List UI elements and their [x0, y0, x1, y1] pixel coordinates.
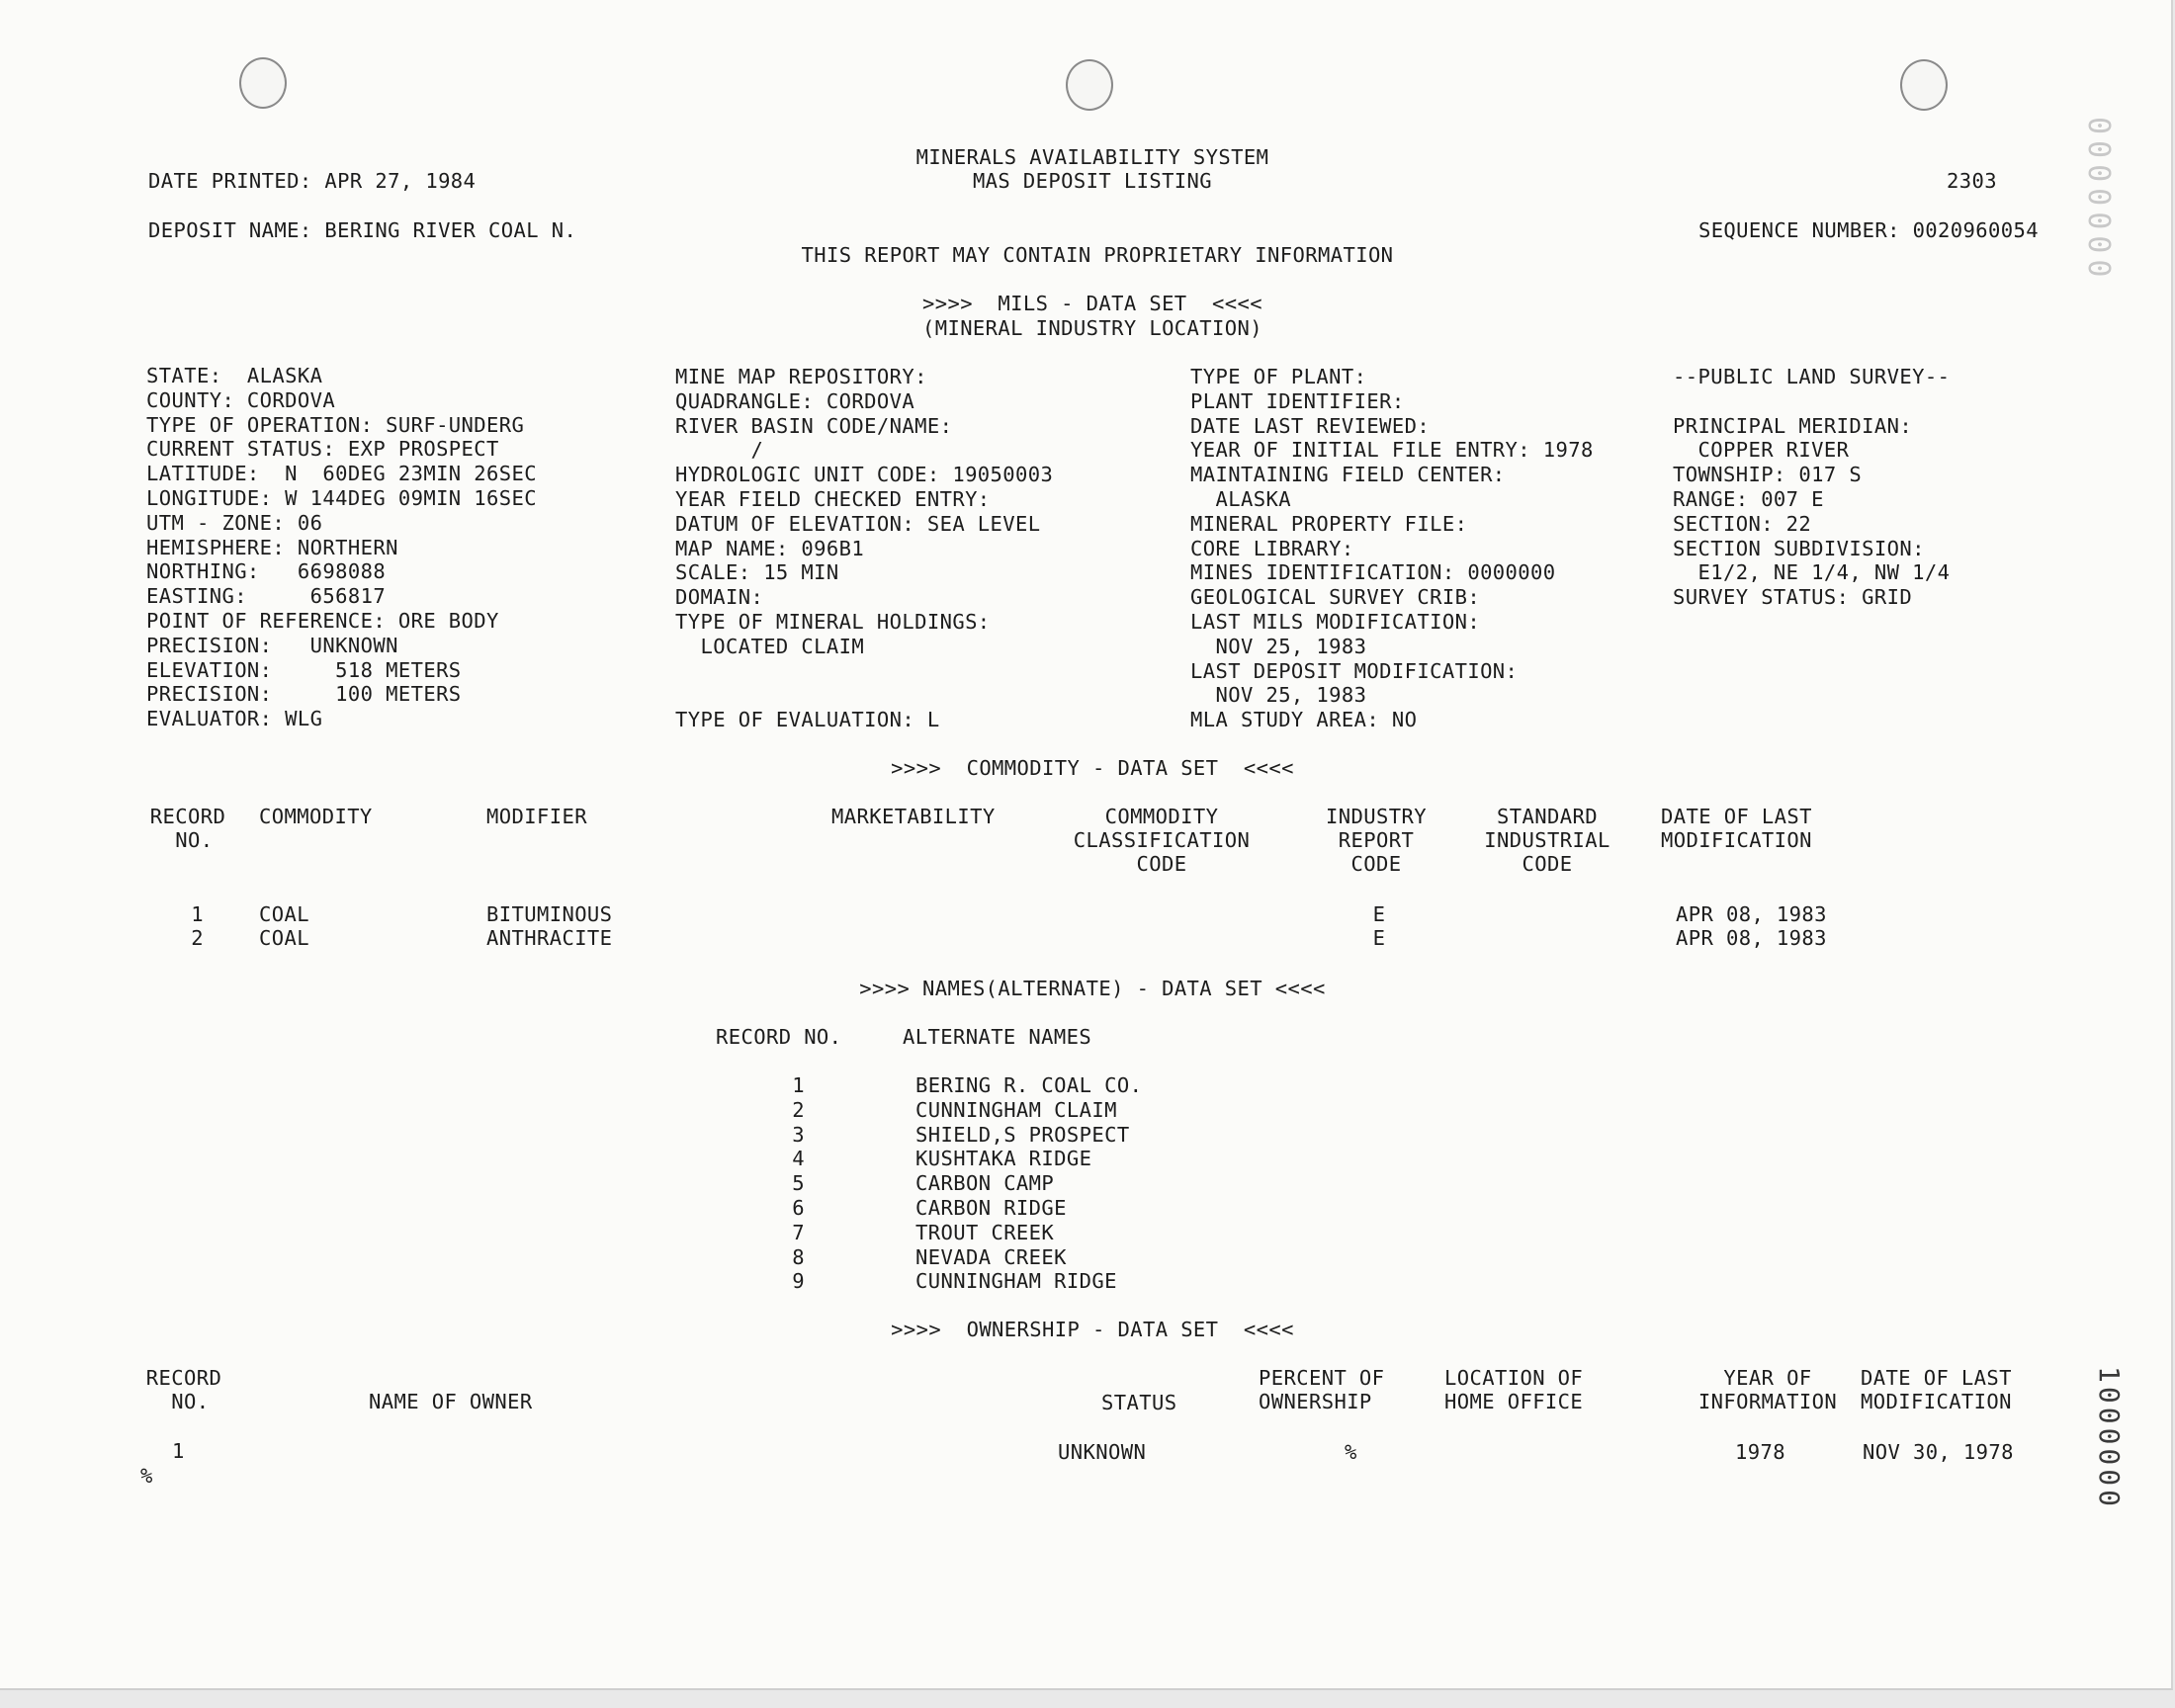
mils-map-field: SCALE: 15 MIN [675, 560, 839, 585]
ownership-header-year: YEAR OF INFORMATION [1697, 1366, 1838, 1413]
mils-location-field: UTM - ZONE: 06 [146, 510, 323, 535]
bottom-right-margin-mark: 1000000 [2093, 1366, 2126, 1511]
mils-plant-field: MINES IDENTIFICATION: 0000000 [1190, 560, 1556, 585]
mils-location-field: NORTHING: 6698088 [146, 559, 387, 584]
mils-location-field: TYPE OF OPERATION: SURF-UNDERG [146, 412, 525, 437]
commodity-header-modifier: MODIFIER [486, 805, 587, 828]
names-header-alternate: ALTERNATE NAMES [903, 1025, 1092, 1049]
date-printed: DATE PRINTED: APR 27, 1984 [148, 169, 477, 193]
commodity-row-modifier: BITUMINOUS [486, 902, 613, 926]
mils-location-field: CURRENT STATUS: EXP PROSPECT [146, 437, 499, 462]
alternate-name: CUNNINGHAM CLAIM [915, 1097, 1117, 1122]
commodity-row-modifier: ANTHRACITE [486, 926, 613, 950]
land-survey-field: SURVEY STATUS: GRID [1673, 585, 1913, 610]
commodity-row-name: COAL [259, 926, 309, 950]
mils-location-field: POINT OF REFERENCE: ORE BODY [146, 609, 499, 633]
commodity-row-industry-code: E [1372, 926, 1386, 950]
commodity-header-sic: STANDARD INDUSTRIAL CODE [1484, 805, 1610, 876]
commodity-header-marketability: MARKETABILITY [831, 805, 996, 828]
alternate-name-record-no: 6 [792, 1196, 805, 1220]
alternate-name-record-no: 8 [792, 1244, 805, 1269]
commodity-header-date: DATE OF LAST MODIFICATION [1661, 805, 1812, 852]
mils-map-field: HYDROLOGIC UNIT CODE: 19050003 [675, 463, 1054, 487]
alternate-name: CUNNINGHAM RIDGE [915, 1269, 1117, 1294]
mils-map-field: TYPE OF EVALUATION: L [675, 708, 940, 732]
mils-map-field: DOMAIN: [675, 585, 764, 610]
proprietary-notice: THIS REPORT MAY CONTAIN PROPRIETARY INFORMATION [801, 243, 1394, 267]
mils-plant-field: LAST DEPOSIT MODIFICATION: [1190, 658, 1519, 683]
alternate-name-record-no: 9 [792, 1269, 805, 1294]
commodity-row-name: COAL [259, 902, 309, 926]
mils-plant-field: LAST MILS MODIFICATION: [1190, 610, 1481, 634]
mils-map-field: YEAR FIELD CHECKED ENTRY: [675, 487, 991, 511]
mils-location-field: LATITUDE: N 60DEG 23MIN 26SEC [146, 462, 538, 486]
punch-hole-right [1900, 59, 1948, 111]
mils-plant-field: TYPE OF PLANT: [1190, 365, 1367, 388]
deposit-name: DEPOSIT NAME: BERING RIVER COAL N. [148, 218, 577, 242]
ownership-row-percent: % [1345, 1440, 1357, 1464]
mils-map-field: / [675, 438, 764, 463]
mils-map-field: MINE MAP REPOSITORY: [675, 365, 927, 388]
top-right-margin-mark: 0000000 [2081, 117, 2116, 284]
page-number: 2303 [1947, 169, 1997, 193]
mils-map-field: LOCATED CLAIM [675, 634, 865, 658]
mils-map-field: QUADRANGLE: CORDOVA [675, 388, 915, 413]
mils-plant-field: DATE LAST REVIEWED: [1190, 413, 1431, 438]
land-survey-field: SECTION: 22 [1673, 511, 1812, 536]
land-survey-field: RANGE: 007 E [1673, 487, 1824, 511]
listing-title: MAS DEPOSIT LISTING [972, 169, 1213, 193]
commodity-header-industry: INDUSTRY REPORT CODE [1326, 805, 1427, 876]
mils-location-field: EASTING: 656817 [146, 584, 387, 609]
alternate-name: NEVADA CREEK [915, 1244, 1067, 1269]
mils-map-field: TYPE OF MINERAL HOLDINGS: [675, 610, 991, 634]
commodity-header-classification: COMMODITY CLASSIFICATION CODE [1073, 805, 1251, 876]
mils-map-field: RIVER BASIN CODE/NAME: [675, 413, 953, 438]
alternate-name-record-no: 4 [792, 1147, 805, 1171]
alternate-name: CARBON CAMP [915, 1171, 1055, 1196]
ownership-header-status: STATUS [1101, 1391, 1177, 1414]
punch-hole-left [239, 57, 287, 109]
mils-section-subtitle: (MINERAL INDUSTRY LOCATION) [921, 316, 1263, 340]
mils-location-field: HEMISPHERE: NORTHERN [146, 535, 398, 559]
alternate-name: KUSHTAKA RIDGE [915, 1147, 1092, 1171]
ownership-header-record: RECORD NO. [145, 1366, 222, 1413]
mils-location-field: EVALUATOR: WLG [146, 707, 323, 731]
mils-map-field: MAP NAME: 096B1 [675, 536, 865, 560]
land-survey-field: E1/2, NE 1/4, NW 1/4 [1673, 560, 1951, 585]
land-survey-field: --PUBLIC LAND SURVEY-- [1673, 365, 1951, 388]
alternate-name-record-no: 3 [792, 1122, 805, 1147]
ownership-section-title: >>>> OWNERSHIP - DATA SET <<<< [891, 1318, 1294, 1341]
commodity-row-industry-code: E [1372, 902, 1386, 926]
mils-plant-field: MLA STUDY AREA: NO [1190, 708, 1418, 732]
mils-plant-field: NOV 25, 1983 [1190, 683, 1367, 708]
system-title: MINERALS AVAILABILITY SYSTEM [915, 145, 1269, 169]
alternate-name-record-no: 5 [792, 1171, 805, 1196]
land-survey-field: TOWNSHIP: 017 S [1673, 463, 1863, 487]
commodity-row-no: 1 [191, 902, 204, 926]
names-header-record: RECORD NO. [716, 1025, 842, 1049]
commodity-row-date: APR 08, 1983 [1676, 902, 1827, 926]
mils-location-field: PRECISION: UNKNOWN [146, 633, 398, 657]
mils-plant-field: CORE LIBRARY: [1190, 536, 1354, 560]
alternate-name-record-no: 2 [792, 1097, 805, 1122]
ownership-header-location: LOCATION OF HOME OFFICE [1444, 1366, 1584, 1413]
mils-plant-field: MAINTAINING FIELD CENTER: [1190, 463, 1506, 487]
ownership-row-date: NOV 30, 1978 [1863, 1440, 2014, 1464]
mils-plant-field: ALASKA [1190, 487, 1291, 511]
alternate-name-record-no: 7 [792, 1220, 805, 1244]
mils-location-field: LONGITUDE: W 144DEG 09MIN 16SEC [146, 486, 538, 510]
commodity-section-title: >>>> COMMODITY - DATA SET <<<< [891, 756, 1294, 780]
alternate-name: CARBON RIDGE [915, 1196, 1067, 1220]
sequence-number: SEQUENCE NUMBER: 0020960054 [1697, 218, 2039, 242]
ownership-row-status: UNKNOWN [1058, 1440, 1147, 1464]
ownership-footer-mark: % [140, 1464, 153, 1488]
mils-location-field: ELEVATION: 518 METERS [146, 657, 462, 682]
mils-plant-field: PLANT IDENTIFIER: [1190, 388, 1405, 413]
alternate-name-record-no: 1 [792, 1073, 805, 1097]
mils-plant-field: YEAR OF INITIAL FILE ENTRY: 1978 [1190, 438, 1594, 463]
commodity-header-record: RECORD NO. [149, 805, 226, 852]
mils-map-field: DATUM OF ELEVATION: SEA LEVEL [675, 511, 1041, 536]
land-survey-field: SECTION SUBDIVISION: [1673, 536, 1925, 560]
ownership-header-percent: PERCENT OF OWNERSHIP [1259, 1366, 1385, 1413]
land-survey-field: PRINCIPAL MERIDIAN: [1673, 413, 1913, 438]
ownership-row-no: 1 [172, 1439, 185, 1463]
alternate-name: BERING R. COAL CO. [915, 1073, 1143, 1097]
names-section-title: >>>> NAMES(ALTERNATE) - DATA SET <<<< [859, 977, 1326, 1000]
mils-section-title: >>>> MILS - DATA SET <<<< [921, 292, 1263, 315]
alternate-name: TROUT CREEK [915, 1220, 1055, 1244]
ownership-header-owner: NAME OF OWNER [369, 1390, 533, 1413]
ownership-header-date: DATE OF LAST MODIFICATION [1861, 1366, 2012, 1413]
punch-hole-center [1066, 59, 1113, 111]
ownership-row-year: 1978 [1735, 1440, 1785, 1464]
commodity-row-no: 2 [191, 926, 204, 950]
mils-plant-field: MINERAL PROPERTY FILE: [1190, 511, 1468, 536]
land-survey-field: COPPER RIVER [1673, 438, 1850, 463]
commodity-header-commodity: COMMODITY [259, 805, 373, 828]
mils-location-field: PRECISION: 100 METERS [146, 682, 462, 707]
mils-location-field: STATE: ALASKA [146, 364, 323, 387]
mils-plant-field: NOV 25, 1983 [1190, 634, 1367, 658]
mils-location-field: COUNTY: CORDOVA [146, 387, 336, 412]
mils-plant-field: GEOLOGICAL SURVEY CRIB: [1190, 585, 1481, 610]
commodity-row-date: APR 08, 1983 [1676, 926, 1827, 950]
alternate-name: SHIELD,S PROSPECT [915, 1122, 1130, 1147]
